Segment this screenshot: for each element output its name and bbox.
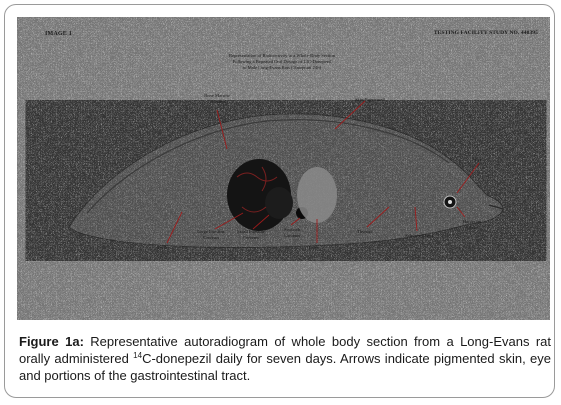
- label-teeth: Teeth: [157, 245, 168, 250]
- label-liver: Liver: [309, 245, 319, 250]
- image-header-left: IMAGE 1: [45, 31, 72, 37]
- image-title-line: to Male Long-Evans Rats (Timepoint 24h): [242, 65, 322, 71]
- label-large-intestine: Large Intestine Contents: [197, 229, 225, 240]
- label-small-intestine: Small Intestine Contents: [237, 229, 265, 240]
- label-bone-marrow: Bone Marrow (Vertebra): [204, 93, 230, 104]
- isotope-superscript: 14: [133, 351, 143, 360]
- figure-frame: [4, 4, 555, 398]
- figure-caption: [19, 333, 551, 384]
- image-title: [197, 53, 367, 72]
- image-title-line: Representation of Radioactivity in a Whole-Body Section: [228, 53, 336, 58]
- caption-text-before: Representative autoradiogram of whole body section from a Long-Evans rat orally administered: [19, 334, 552, 366]
- label-skin-pigmented: Skin-Pigmented: [355, 97, 385, 102]
- eye-lens: [448, 200, 452, 204]
- liver-region: [297, 167, 337, 223]
- label-eye: Eye: [475, 157, 483, 162]
- label-thymus: Thymus: [357, 229, 373, 234]
- image-title-line: Following a Repeated Oral Dosage of 14C-Donepezil: [232, 59, 332, 65]
- image-header-right: TESTING FACILITY STUDY NO. 448395: [433, 30, 538, 36]
- label-harderian-gland: Harderian Gland: [462, 219, 482, 230]
- small-intestine-contents: [265, 187, 293, 219]
- caption-label: Figure 1a:: [19, 334, 84, 349]
- label-stomach: Stomach Contents: [283, 227, 301, 238]
- label-salivary-gland: Salivary Gland: [405, 233, 433, 238]
- caption-text-after: C-donepezil daily for seven days. Arrows indicate pigmented skin, eye and portions of the gastrointestinal tract.: [19, 351, 551, 383]
- autoradiogram-image: [17, 17, 550, 320]
